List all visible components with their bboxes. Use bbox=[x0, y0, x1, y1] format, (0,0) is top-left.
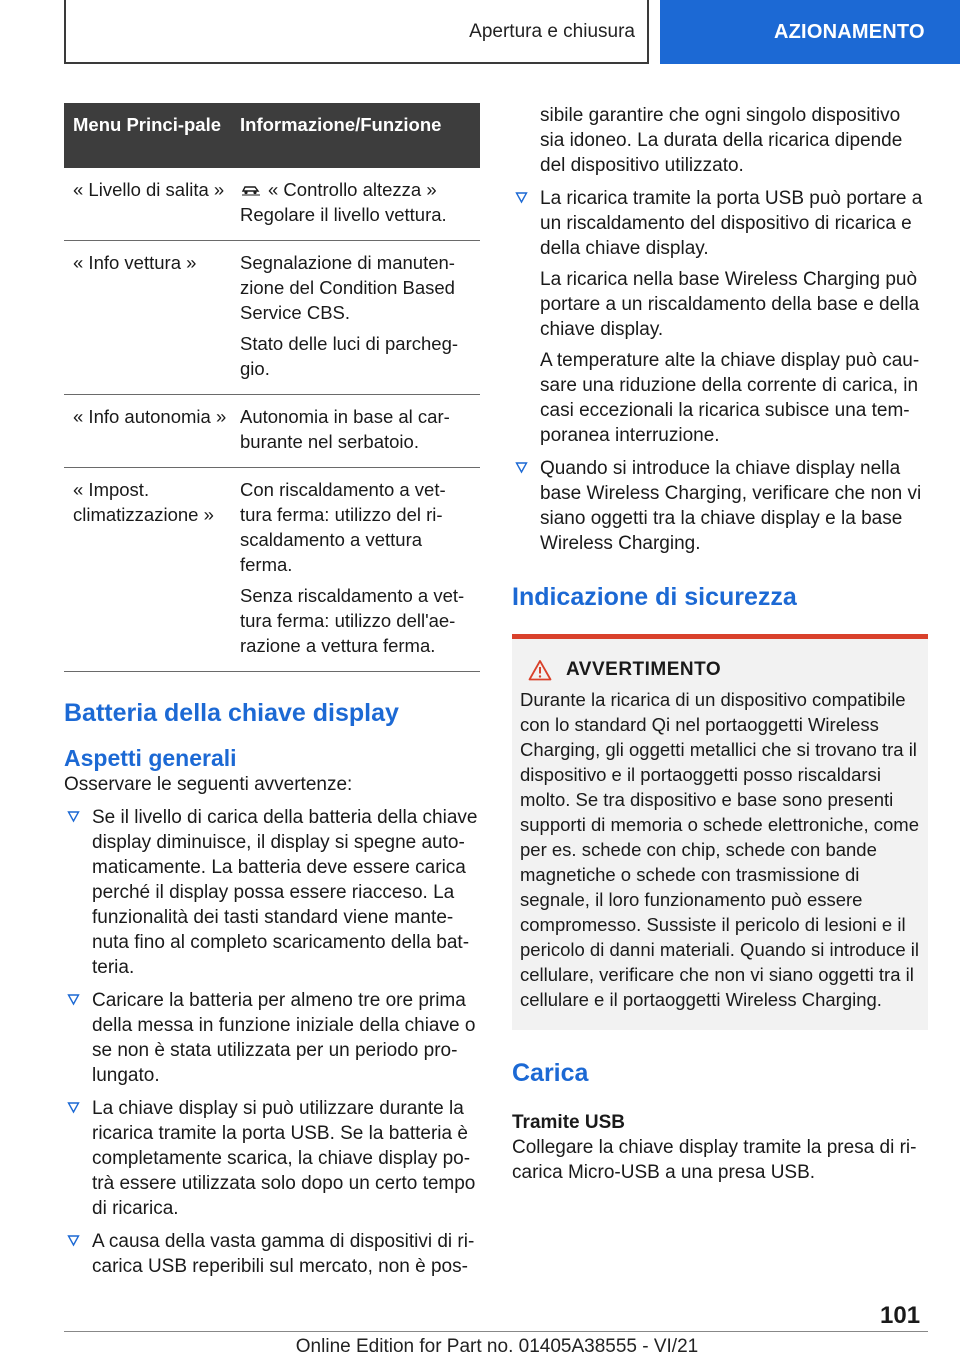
table-cell-info bbox=[231, 404, 480, 454]
warning-box bbox=[512, 634, 928, 1030]
triangle-bullet-icon bbox=[67, 810, 80, 823]
list-item bbox=[64, 1229, 480, 1279]
triangle-bullet-icon bbox=[67, 1101, 80, 1114]
list-item bbox=[512, 186, 928, 448]
header-chapter-tab[interactable]: AZIONAMENTO bbox=[660, 0, 960, 64]
section-title-charge: Carica bbox=[512, 1059, 589, 1087]
battery-bullet-list bbox=[64, 805, 480, 1279]
left-column bbox=[64, 103, 480, 1279]
list-item bbox=[64, 988, 480, 1088]
page-number: 101 bbox=[880, 1302, 921, 1329]
triangle-bullet-icon bbox=[515, 191, 528, 204]
table-cell-info-text: Stato delle luci di parcheg-gio. bbox=[240, 333, 459, 379]
usb-bullet-list bbox=[512, 186, 928, 556]
warning-title-text: AVVERTIMENTO bbox=[566, 659, 722, 680]
warning-body: Durante la ricarica di un dispositivo compatibile con lo standard Qi nel portaoggetti Wireless Charging, gli oggetti metallici che si trovano tra il dispositivo e il portaoggetti posso riscaldarsi molto. Se tra dispositivo e base sono presenti supporti di memoria o schede elettroniche, come per es. schede con chip, schede con bande magnetiche o schede con trasmissione di segnale, il loro funzionamento può essere compromesso. Sussiste il pericolo di lesioni e il pericolo di danni materiali. Quando si introduce il cellulare, verificare che non vi siano oggetti tra il cellulare e il portaoggetti Wireless Charging. bbox=[520, 689, 919, 1010]
list-item bbox=[64, 805, 480, 980]
list-item-text: Caricare la batteria per almeno tre ore prima della messa in funzione iniziale della chiave o se non è stata utilizzata per un periodo pro-lungato. bbox=[92, 990, 476, 1086]
table-cell-info-text: Autonomia in base al car-burante nel serbatoio. bbox=[240, 406, 450, 452]
list-item-text: La ricarica nella base Wireless Charging può portare a un riscaldamento della base e della chiave display. bbox=[540, 269, 920, 340]
table-cell-info bbox=[231, 250, 480, 381]
list-item bbox=[64, 1096, 480, 1221]
subsection-title-usb: Tramite USB bbox=[512, 1112, 625, 1133]
table-cell-menu: « Info autonomia » bbox=[73, 406, 227, 427]
table-cell-info-text: Senza riscaldamento a vet-tura ferma: utilizzo dell'ae-razione a vettura ferma. bbox=[240, 585, 465, 656]
table-row bbox=[64, 241, 480, 395]
table-cell-menu: « Livello di salita » bbox=[73, 179, 225, 200]
triangle-bullet-icon bbox=[515, 461, 528, 474]
triangle-bullet-icon bbox=[67, 1234, 80, 1247]
table-row bbox=[64, 168, 480, 241]
table-cell-info-text: Con riscaldamento a vet-tura ferma: utilizzo del ri-scaldamento a vettura ferma. bbox=[240, 479, 446, 575]
table-cell-info bbox=[231, 477, 480, 658]
table-cell-info-text: Segnalazione di manuten-zione del Condition Based Service CBS. bbox=[240, 252, 455, 323]
table-cell-info bbox=[231, 177, 480, 227]
section-title-safety: Indicazione di sicurezza bbox=[512, 583, 797, 611]
footer-divider bbox=[64, 1331, 928, 1332]
table-row bbox=[64, 395, 480, 468]
warning-title bbox=[528, 659, 920, 681]
bullet-continuation: sibile garantire che ogni singolo dispositivo sia idoneo. La durata della ricarica dipende del dispositivo utilizzato. bbox=[540, 105, 903, 176]
menu-table bbox=[64, 103, 480, 672]
list-item-text: La ricarica tramite la porta USB può portare a un riscaldamento del dispositivo di ricarica e della chiave display. bbox=[540, 188, 923, 259]
car-lift-icon bbox=[240, 178, 262, 192]
list-item-text: La chiave display si può utilizzare durante la ricarica tramite la porta USB. Se la batteria è completamente scarica, la chiave display po-trà essere utilizzata solo dopo un certo tempo di ricarica. bbox=[92, 1098, 476, 1219]
list-item-text: A causa della vasta gamma di dispositivi di ri-carica USB reperibili sul mercato, non è pos- bbox=[92, 1231, 475, 1277]
header-section-title: Apertura e chiusura bbox=[469, 21, 635, 42]
usb-instructions: Collegare la chiave display tramite la presa di ri-carica Micro-USB a una presa USB. bbox=[512, 1137, 917, 1183]
right-column bbox=[512, 103, 928, 1185]
list-item-text: Quando si introduce la chiave display nella base Wireless Charging, verificare che non vi siano oggetti tra la chiave display e la base Wireless Charging. bbox=[540, 458, 922, 554]
table-row bbox=[64, 468, 480, 672]
table-header bbox=[64, 103, 480, 168]
list-item bbox=[512, 456, 928, 556]
table-header-menu: Menu Princi-pale bbox=[73, 114, 222, 135]
list-item-text: A temperature alte la chiave display può cau-sare una riduzione della corrente di carica, in casi eccezionali la ricarica subisce una tem-poranea interruzione. bbox=[540, 350, 920, 446]
table-header-info: Informazione/Funzione bbox=[240, 114, 442, 135]
triangle-bullet-icon bbox=[67, 993, 80, 1006]
list-item-text: Se il livello di carica della batteria della chiave display diminuisce, il display si spegne auto-maticamente. La batteria deve essere carica perché il display possa essere riacceso. La funzionalità dei tasti standard viene mante-nuta fino al completo scaricamento della bat-teria. bbox=[92, 807, 478, 978]
warning-triangle-icon bbox=[528, 659, 552, 681]
table-cell-menu: « Info vettura » bbox=[73, 252, 197, 273]
section-title-battery: Batteria della chiave display bbox=[64, 699, 399, 727]
battery-intro: Osservare le seguenti avvertenze: bbox=[64, 774, 353, 795]
table-cell-menu: « Impost. climatizzazione » bbox=[73, 479, 214, 525]
table-cell-info-text: « Controllo altezza » Regolare il livello vettura. bbox=[240, 179, 447, 225]
subsection-title-general: Aspetti generali bbox=[64, 745, 237, 771]
footer-edition: Online Edition for Part no. 01405A38555 - VI/21 bbox=[295, 1336, 699, 1357]
